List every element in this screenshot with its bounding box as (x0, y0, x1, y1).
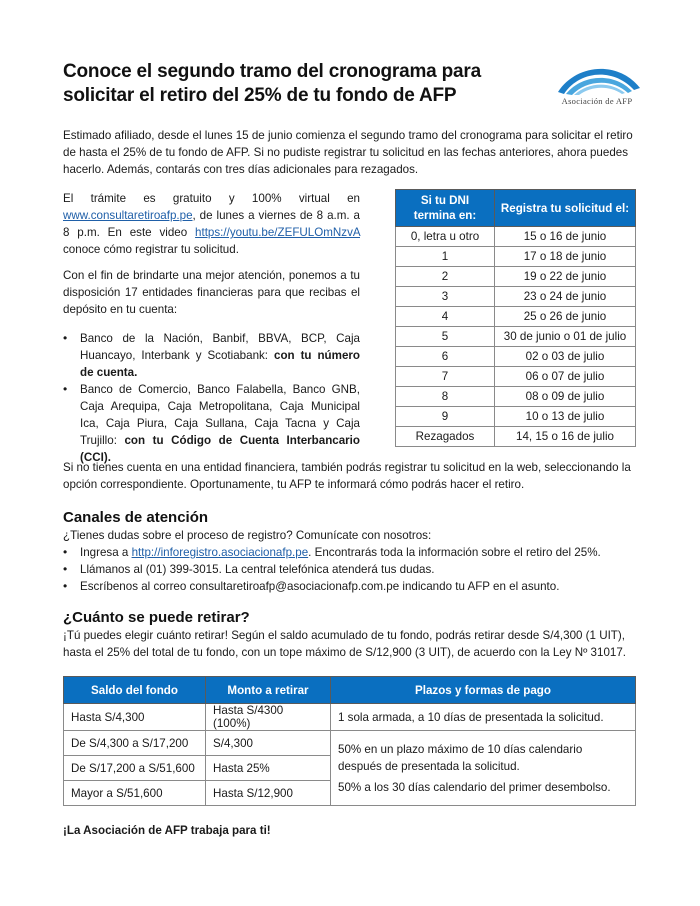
canales-heading: Canales de atención (63, 509, 209, 526)
arc-swoosh-logo-icon (548, 58, 646, 96)
sin-cuenta-paragraph: Si no tienes cuenta en una entidad financiera, también podrás registrar tu solicitud en la web, seleccionando la opción correspondiente. Oportunamente, tu AFP te informará cómo podrás hacer el retiro. (63, 461, 631, 491)
table-row: 7 06 o 07 de julio (396, 367, 636, 387)
column-header-saldo: Saldo del fondo (64, 677, 206, 704)
canales-list (63, 544, 637, 595)
title-line-1: Conoce el segundo tramo del cronograma para (63, 61, 481, 82)
dni-schedule-table (395, 189, 636, 447)
amount-table (63, 676, 636, 806)
column-header-dni: Si tu DNI termina en: (396, 190, 495, 227)
consultaretiroafp-link[interactable]: www.consultaretiroafp.pe (63, 209, 193, 222)
youtube-video-link[interactable]: https://youtu.be/ZEFULOmNzvA (195, 226, 360, 239)
tramite-paragraph: El trámite es gratuito y 100% virtual en www.consultaretiroafp.pe, de lunes a viernes de 8 a.m. a 8 p.m. En este video https://youtu.be/ZEFULOmNzvA conoce cómo registrar tu solicitud. (63, 192, 360, 256)
canales-intro: ¿Tienes dudas sobre el proceso de registro? Comunícate con nosotros: (63, 529, 432, 542)
table-row: 4 25 o 26 de junio (396, 307, 636, 327)
table-row: 1 17 o 18 de junio (396, 247, 636, 267)
column-header-fecha: Registra tu solicitud el: (495, 190, 636, 227)
entidades-list (63, 330, 360, 466)
title-line-2: solicitar el retiro del 25% de tu fondo de AFP (63, 85, 457, 106)
column-header-plazos: Plazos y formas de pago (331, 677, 636, 704)
table-row: 6 02 o 03 de julio (396, 347, 636, 367)
table-row: 9 10 o 13 de julio (396, 407, 636, 427)
page-title (63, 60, 503, 108)
table-row: Hasta S/4,300 Hasta S/4300 (100%) 1 sola armada, a 10 días de presentada la solicitud. (64, 704, 636, 731)
intro-paragraph: Estimado afiliado, desde el lunes 15 de junio comienza el segundo tramo del cronograma para solicitar el retiro de hasta el 25% de tu fondo de AFP. Si no pudiste registrar tu solicitud en las fechas anteriores, ahora puedes hacerlo. Además, contarás con tres días adicionales para rezagados. (63, 129, 633, 176)
table-row: De S/17,200 a S/51,600 Hasta 25% (64, 756, 636, 781)
list-item: • Banco de la Nación, Banbif, BBVA, BCP, Caja Huancayo, Interbank y Scotiabank: con tu número de cuenta. (63, 330, 360, 381)
table-row: De S/4,300 a S/17,200 S/4,300 50% en un plazo máximo de 10 días calendario después de presentada la solicitud. 50% a los 30 días calendario del primer desembolso. (64, 731, 636, 756)
list-item: • Escríbenos al correo consultaretiroafp@asociacionafp.com.pe indicando tu AFP en el asunto. (63, 578, 637, 595)
logo-text: Asociación de AFP (561, 96, 633, 106)
table-row: 8 08 o 09 de julio (396, 387, 636, 407)
cuanto-heading: ¿Cuánto se puede retirar? (63, 609, 250, 626)
cuanto-paragraph: ¡Tú puedes elegir cuánto retirar! Según el saldo acumulado de tu fondo, podrás retirar desde S/4,300 (1 UIT), hasta el 25% del total de tu fondo, con un tope máximo de S/12,900 (3 UIT), de acuerdo con la Ley Nº 31017. (63, 629, 627, 659)
table-row: Rezagados 14, 15 o 16 de julio (396, 427, 636, 447)
table-row: 5 30 de junio o 01 de julio (396, 327, 636, 347)
asociacion-afp-logo (548, 58, 646, 108)
table-header-row (64, 677, 636, 704)
table-row: 3 23 o 24 de junio (396, 287, 636, 307)
entidades-paragraph: Con el fin de brindarte una mejor atención, ponemos a tu disposición 17 entidades financieras para que recibas el depósito en tu cuenta: (63, 269, 360, 316)
list-item: • Llámanos al (01) 399-3015. La central telefónica atenderá tus dudas. (63, 561, 637, 578)
plazo-single-cell: 1 sola armada, a 10 días de presentada la solicitud. (331, 704, 636, 731)
column-header-monto: Monto a retirar (206, 677, 331, 704)
plazo-split-cell: 50% en un plazo máximo de 10 días calendario después de presentada la solicitud. 50% a los 30 días calendario del primer desembolso. (331, 731, 636, 806)
list-item: • Ingresa a http://inforegistro.asociacionafp.pe. Encontrarás toda la información sobre el retiro del 25%. (63, 544, 637, 561)
table-row: 2 19 o 22 de junio (396, 267, 636, 287)
inforegistro-link[interactable]: http://inforegistro.asociacionafp.pe (131, 546, 309, 559)
footer-tagline: ¡La Asociación de AFP trabaja para ti! (63, 824, 271, 837)
table-row: 0, letra u otro 15 o 16 de junio (396, 227, 636, 247)
table-row: Mayor a S/51,600 Hasta S/12,900 (64, 781, 636, 806)
table-header-row (396, 190, 636, 227)
list-item: • Banco de Comercio, Banco Falabella, Banco GNB, Caja Arequipa, Caja Metropolitana, Caja Municipal Ica, Caja Piura, Caja Sullana, Caja Tacna y Caja Trujillo: con tu Código de Cuenta Interbancario (CCI). (63, 381, 360, 466)
